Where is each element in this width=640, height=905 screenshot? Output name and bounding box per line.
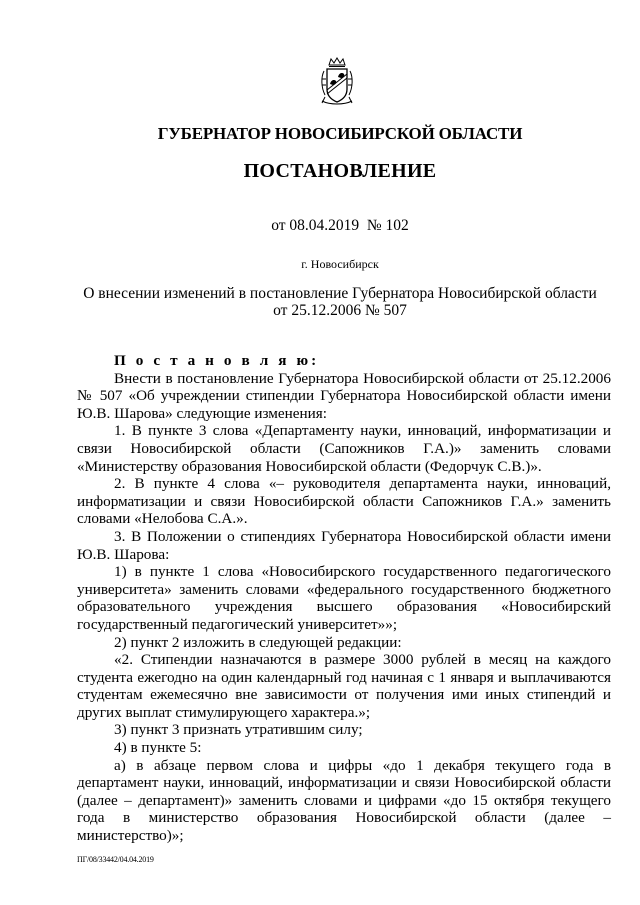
coat-of-arms-icon bbox=[316, 57, 358, 107]
decree-word: П о с т а н о в л я ю: bbox=[114, 352, 320, 369]
body-paragraph: 2. В пункте 4 слова «– руководителя департамента науки, инноваций, информатизации и связи Новосибирской области Сапожников Г.А.» заменить словами «Нелобова С.А.». bbox=[77, 475, 611, 528]
authority-heading: ГУБЕРНАТОР НОВОСИБИРСКОЙ ОБЛАСТИ bbox=[157, 124, 523, 143]
body-paragraph: Внести в постановление Губернатора Новосибирской области от 25.12.2006 № 507 «Об учреждении стипендии Губернатора Новосибирской области имени Ю.В. Шарова» следующие изменения: bbox=[77, 369, 611, 422]
body-paragraph: 1) в пункте 1 слова «Новосибирского государственного педагогического университета» заменить словами «федерального государственного бюджетного образовательного учреждения высшего образования «Новосибирский государственный педагогический университет»»; bbox=[77, 563, 611, 633]
body-paragraph: «2. Стипендии назначаются в размере 3000 рублей в месяц на каждого студента ежегодно на один календарный год начиная с 1 января и выплачиваются студентам ежемесячно вне зависимости от получения ими иных стипендий и других выплат стимулирующего характера.»; bbox=[77, 651, 611, 721]
date-number-line: от 08.04.2019 № 102 bbox=[271, 217, 409, 234]
body-paragraph: 3. В Положении о стипендиях Губернатора Новосибирской области имени Ю.В. Шарова: bbox=[77, 527, 611, 563]
subject-line-1: О внесении изменений в постановление Губернатора Новосибирской области bbox=[83, 285, 597, 302]
body-paragraph: 1. В пункте 3 слова «Департаменту науки, инноваций, информатизации и связи Новосибирской области (Сапожников Г.А.)» заменить словами «Министерству образования Новосибирской области (Федорчук С.В.)». bbox=[77, 422, 611, 475]
body-paragraph: 3) пункт 3 признать утратившим силу; bbox=[114, 721, 363, 739]
city-line: г. Новосибирск bbox=[301, 257, 379, 271]
body-paragraph: 2) пункт 2 изложить в следующей редакции: bbox=[114, 633, 402, 651]
body-paragraph: а) в абзаце первом слова и цифры «до 1 декабря текущего года в департамент науки, инноваций, информатизации и связи Новосибирской области (далее – департамент)» заменить словами и цифрами «до 15 октября текущего года в министерство образования Новосибирской области (далее – министерство)»; bbox=[77, 756, 611, 845]
body-paragraph: 4) в пункте 5: bbox=[114, 739, 202, 757]
document-code-footer: ПГ/08/33442/04.04.2019 bbox=[77, 855, 154, 864]
document-body bbox=[77, 352, 611, 845]
subject-line-2: от 25.12.2006 № 507 bbox=[273, 302, 407, 319]
document-subject bbox=[70, 285, 610, 319]
document-type-title: ПОСТАНОВЛЕНИЕ bbox=[243, 160, 437, 182]
